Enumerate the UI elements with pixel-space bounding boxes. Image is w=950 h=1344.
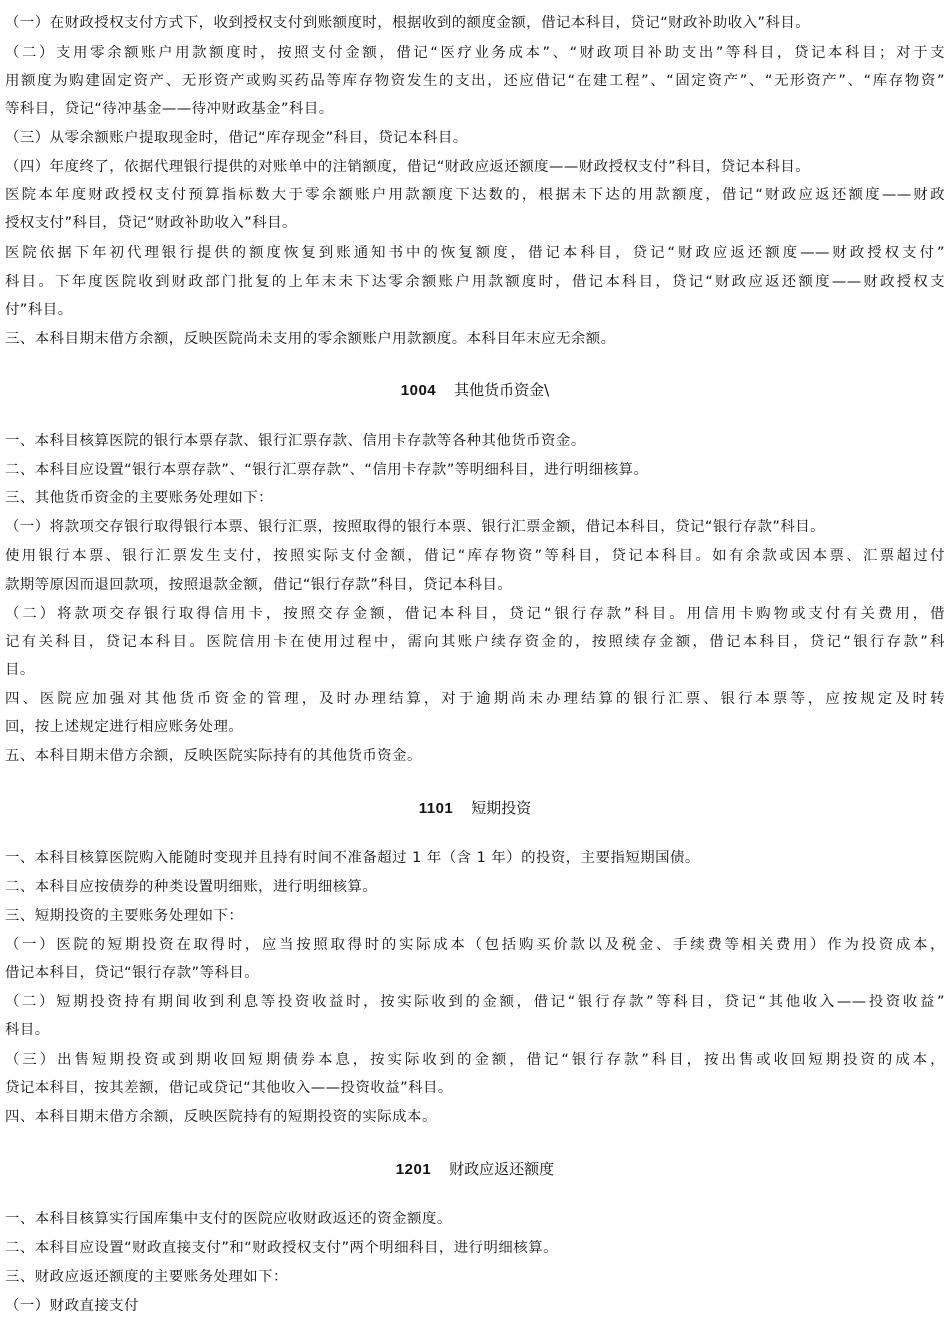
paragraph-line: 二、本科目应按债券的种类设置明细账，进行明细核算。 <box>5 879 378 895</box>
paragraph-line: 四、本科目期末借方余额，反映医院持有的短期投资的实际成本。 <box>5 1109 437 1125</box>
paragraph-line: 授权支付”科目，贷记“财政补助收入”科目。 <box>5 215 297 231</box>
section-heading-1201 <box>0 1159 950 1180</box>
paragraph-line: 四、医院应加强对其他货币资金的管理，及时办理结算，对于逾期尚未办理结算的银行汇票、银行本票等，应按规定及时转 <box>5 691 945 707</box>
section-heading-1101 <box>0 798 950 819</box>
paragraph-line: （一）医院的短期投资在取得时，应当按照取得时的实际成本（包括购买价款以及税金、手续费等相关费用）作为投资成本， <box>5 937 945 953</box>
paragraph-line: 目。 <box>5 662 35 678</box>
paragraph-line: （四）年度终了，依据代理银行提供的对账单中的注销额度，借记“财政应返还额度——财政授权支付”科目，贷记本科目。 <box>5 159 811 175</box>
paragraph-line: 二、本科目应设置“财政直接支付”和“财政授权支付”两个明细科目，进行明细核算。 <box>5 1240 558 1256</box>
paragraph-line: 医院本年度财政授权支付预算指标数大于零余额账户用款额度下达数的，根据未下达的用款额度，借记“财政应返还额度——财政 <box>5 187 945 203</box>
paragraph-line: 医院依据下年初代理银行提供的额度恢复到账通知书中的恢复额度，借记本科目，贷记“财政应返还额度——财政授权支付” <box>5 245 945 261</box>
paragraph-line: 科目。下年度医院收到财政部门批复的上年末未下达零余额账户用款额度时，借记本科目，贷记“财政应返还额度——财政授权支 <box>5 274 945 290</box>
paragraph-line: （一）财政直接支付 <box>5 1298 140 1314</box>
paragraph-line: 用额度为购建固定资产、无形资产或购买药品等库存物资发生的支出，还应借记“在建工程”、“固定资产”、“无形资产”、“库存物资” <box>5 73 945 89</box>
account-title: 短期投资 <box>471 799 532 817</box>
paragraph-line: （一）在财政授权支付方式下，收到授权支付到账额度时，根据收到的额度金额，借记本科目，贷记“财政补助收入”科目。 <box>5 15 811 31</box>
account-code: 1201 <box>395 1161 432 1178</box>
paragraph-line: 三、本科目期末借方余额，反映医院尚未支用的零余额账户用款额度。本科目年末应无余额。 <box>5 331 616 347</box>
paragraph-line: （二）短期投资持有期间收到利息等投资收益时，按实际收到的金额，借记“银行存款”等科目，贷记“其他收入——投资收益” <box>5 994 945 1010</box>
paragraph-line: 借记本科目，贷记“银行存款”等科目。 <box>5 965 260 981</box>
paragraph-line: 款期等原因而退回款项，按照退款金额，借记“银行存款”科目，贷记本科目。 <box>5 577 513 593</box>
paragraph-line: 科目。 <box>5 1022 50 1038</box>
section-heading-1004 <box>0 380 950 401</box>
paragraph-line: 一、本科目核算实行国库集中支付的医院应收财政返还的资金额度。 <box>5 1211 452 1227</box>
paragraph-line: 一、本科目核算医院的银行本票存款、银行汇票存款、信用卡存款等各种其他货币资金。 <box>5 433 586 449</box>
paragraph-line: 二、本科目应设置“银行本票存款”、“银行汇票存款”、“信用卡存款”等明细科目，进行明细核算。 <box>5 462 649 478</box>
paragraph-line: 付”科目。 <box>5 302 73 318</box>
paragraph-line: 回，按上述规定进行相应账务处理。 <box>5 719 244 735</box>
paragraph-line: 三、财政应返还额度的主要账务处理如下： <box>5 1269 288 1285</box>
paragraph-line: （三）从零余额账户提取现金时，借记“库存现金”科目，贷记本科目。 <box>5 130 468 146</box>
account-code: 1101 <box>418 800 454 817</box>
paragraph-line: （二）将款项交存银行取得信用卡，按照交存金额，借记本科目，贷记“银行存款”科目。用信用卡购物或支付有关费用，借 <box>5 606 945 622</box>
paragraph-line: 三、其他货币资金的主要账务处理如下： <box>5 490 274 506</box>
paragraph-line: 贷记本科目，按其差额，借记或贷记“其他收入——投资收益”科目。 <box>5 1080 453 1096</box>
paragraph-line: （二）支用零余额账户用款额度时，按照支付金额，借记“医疗业务成本”、“财政项目补助支出”等科目，贷记本科目；对于支 <box>5 45 945 61</box>
account-title: 财政应返还额度 <box>449 1160 555 1178</box>
paragraph-line: 等科目，贷记“待冲基金——待冲财政基金”科目。 <box>5 101 334 117</box>
paragraph-line: （三）出售短期投资或到期收回短期债券本息，按实际收到的金额，借记“银行存款”科目，按出售或收回短期投资的成本， <box>5 1052 945 1068</box>
account-title: 其他货币资金\ <box>454 381 550 399</box>
paragraph-line: 一、本科目核算医院购入能随时变现并且持有时间不准备超过 1 年（含 1 年）的投资，主要指短期国债。 <box>5 850 700 866</box>
paragraph-line: 记有关科目，贷记本科目。医院信用卡在使用过程中，需向其账户续存资金的，按照续存金额，借记本科目，贷记“银行存款”科 <box>5 634 945 650</box>
paragraph-line: 五、本科目期末借方余额，反映医院实际持有的其他货币资金。 <box>5 748 422 764</box>
paragraph-line: 三、短期投资的主要账务处理如下： <box>5 908 244 924</box>
account-code: 1004 <box>400 382 437 399</box>
paragraph-line: （一）将款项交存银行取得银行本票、银行汇票，按照取得的银行本票、银行汇票金额，借记本科目，贷记“银行存款”科目。 <box>5 519 826 535</box>
paragraph-line: 使用银行本票、银行汇票发生支付，按照实际支付金额，借记“库存物资”等科目，贷记本科目。如有余款或因本票、汇票超过付 <box>5 548 945 564</box>
